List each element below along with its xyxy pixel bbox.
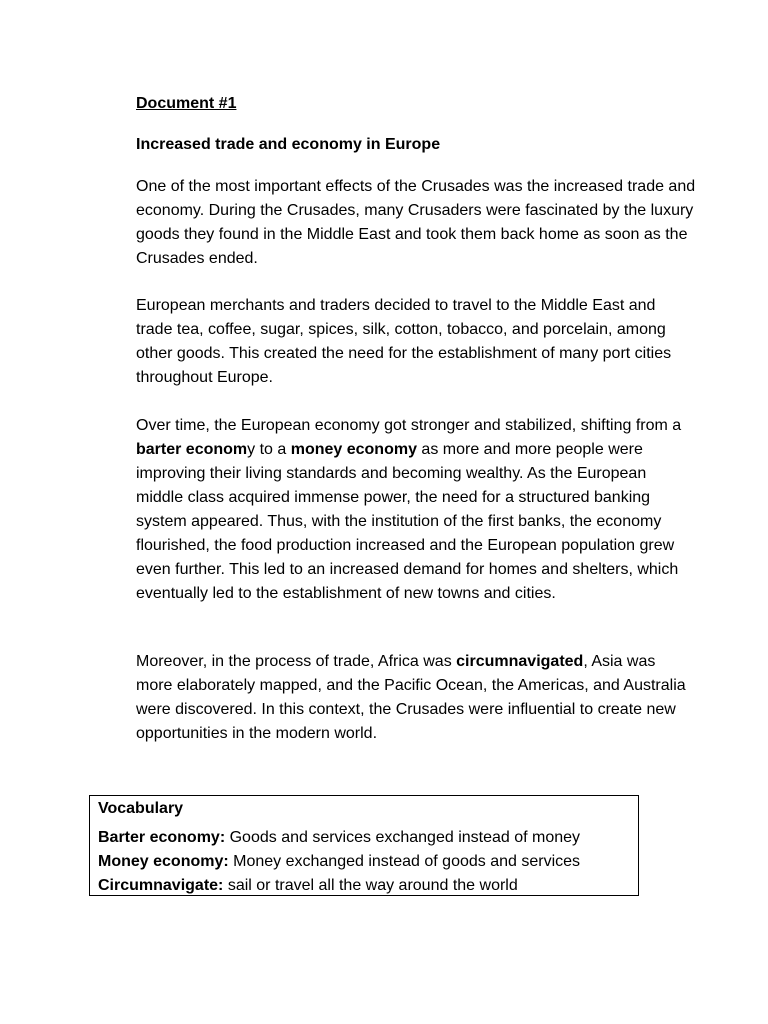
paragraph-4-text-1: Moreover, in the process of trade, Africa was bbox=[136, 653, 457, 670]
document-label: Document #1 bbox=[136, 95, 237, 112]
document-heading: Increased trade and economy in Europe bbox=[136, 136, 441, 153]
paragraph-3-text-2: y to a bbox=[247, 441, 291, 458]
paragraph-3-text-1: Over time, the European economy got stronger and stabilized, shifting from a bbox=[136, 417, 682, 434]
barter-economy-term: barter econom bbox=[136, 441, 248, 458]
vocabulary-box bbox=[89, 795, 639, 896]
vocabulary-entry bbox=[98, 850, 630, 874]
vocabulary-definition: sail or travel all the way around the world bbox=[223, 877, 518, 894]
vocabulary-definition: Money exchanged instead of goods and services bbox=[228, 853, 581, 870]
paragraph-1: One of the most important effects of the Crusades was the increased trade and economy. During the Crusades, many Crusaders were fascinated by the luxury goods they found in the Middle East and took them back home as soon as the Crusades ended. bbox=[136, 178, 696, 267]
vocabulary-entry bbox=[98, 826, 630, 850]
vocabulary-term: Barter economy: bbox=[98, 829, 226, 846]
vocabulary-term: Circumnavigate: bbox=[98, 877, 224, 894]
paragraph-2: European merchants and traders decided to travel to the Middle East and trade tea, coffee, sugar, spices, silk, cotton, tobacco, and porcelain, among other goods. This created the need for the establishment of many port cities throughout Europe. bbox=[136, 297, 672, 386]
vocabulary-definition: Goods and services exchanged instead of money bbox=[225, 829, 581, 846]
money-economy-term: money economy bbox=[290, 441, 417, 458]
paragraph-3 bbox=[136, 414, 696, 606]
vocabulary-title: Vocabulary bbox=[98, 800, 184, 817]
vocabulary-term: Money economy: bbox=[98, 853, 229, 870]
paragraph-3-text-3: as more and more people were improving their living standards and becoming wealthy. As the European middle class acquired immense power, the need for a structured banking system appeared. Thus, with the institution of the first banks, the economy flourished, the food production increased and the European population grew even further. This led to an increased demand for homes and shelters, which eventually led to the establishment of new towns and cities. bbox=[136, 441, 679, 602]
paragraph-4-text-2: , Asia was more elaborately mapped, and the Pacific Ocean, the Americas, and Australia were discovered. In this context, the Crusades were influential to create new opportunities in the modern world. bbox=[136, 653, 686, 742]
circumnavigated-term: circumnavigated bbox=[456, 653, 584, 670]
paragraph-4 bbox=[136, 650, 696, 746]
vocabulary-entry bbox=[98, 874, 630, 898]
